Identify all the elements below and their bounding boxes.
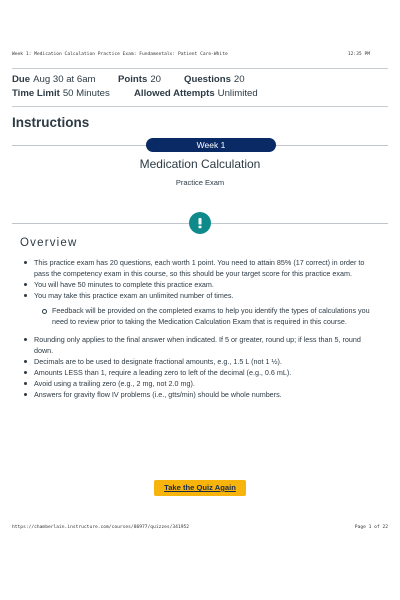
due-value: Aug 30 at 6am — [33, 74, 96, 85]
print-footer — [12, 525, 388, 530]
questions-value: 20 — [233, 74, 245, 85]
time-limit-label: Time Limit — [12, 88, 60, 99]
list-item — [34, 290, 380, 327]
list-item: You will have 50 minutes to complete this practice exam. — [34, 279, 380, 290]
points-item — [118, 74, 184, 85]
exclamation-icon — [189, 212, 211, 234]
attempts-item — [134, 88, 258, 99]
time-limit-value: 50 Minutes — [62, 88, 110, 99]
divider-top — [12, 68, 388, 69]
quiz-meta — [12, 74, 388, 102]
take-quiz-again-button[interactable]: Take the Quiz Again — [154, 480, 246, 496]
list-item: Answers for gravity flow IV problems (i.e., gtts/min) should be whole numbers. — [34, 389, 380, 400]
points-label: Points — [118, 74, 148, 85]
sub-list-item: Feedback will be provided on the completed exams to help you identify the types of calculations you need to review prior to taking the Medication Calculation Exam that is required in this course. — [52, 305, 380, 327]
week-pill: Week 1 — [146, 138, 276, 152]
instructions-heading: Instructions — [12, 115, 90, 130]
attempts-value: Unlimited — [217, 88, 258, 99]
due-item — [12, 74, 118, 85]
attempts-label: Allowed Attempts — [134, 88, 215, 99]
questions-item — [184, 74, 245, 85]
divider-meta — [12, 106, 388, 107]
exam-title: Medication Calculation — [139, 157, 261, 171]
print-header-title: Week 1: Medication Calculation Practice Exam: Fundamentals: Patient Care-White — [12, 52, 228, 57]
list-item: Avoid using a trailing zero (e.g., 2 mg, not 2.0 mg). — [34, 378, 380, 389]
questions-label: Questions — [184, 74, 231, 85]
points-value: 20 — [150, 74, 161, 85]
week-banner — [12, 137, 388, 153]
list-item: This practice exam has 20 questions, each worth 1 point. You need to attain 85% (17 correct) in order to pass the competency exam in this course, so this should be your target score for this practice exam. — [34, 257, 380, 279]
print-footer-page: Page 1 of 22 — [354, 525, 388, 530]
due-label: Due — [12, 74, 31, 85]
list-item: Decimals are to be used to designate fractional amounts, e.g., 1.5 L (not 1 ½). — [34, 356, 380, 367]
print-header — [12, 52, 388, 57]
overview-heading: Overview — [20, 237, 78, 249]
exam-subtitle: Practice Exam — [175, 178, 225, 187]
list-item-text: You may take this practice exam an unlimited number of times. — [34, 291, 234, 300]
time-limit-item — [12, 88, 134, 99]
list-item: Amounts LESS than 1, require a leading zero to left of the decimal (e.g., 0.6 mL). — [34, 367, 380, 378]
overview-section — [20, 257, 380, 400]
print-footer-url: https://chamberlain.instructure.com/courses/86977/quizzes/341952 — [12, 525, 190, 530]
print-header-time: 12:35 PM — [347, 52, 370, 57]
list-item: Rounding only applies to the final answer when indicated. If 5 or greater, round up; if less than 5, round down. — [34, 334, 380, 356]
